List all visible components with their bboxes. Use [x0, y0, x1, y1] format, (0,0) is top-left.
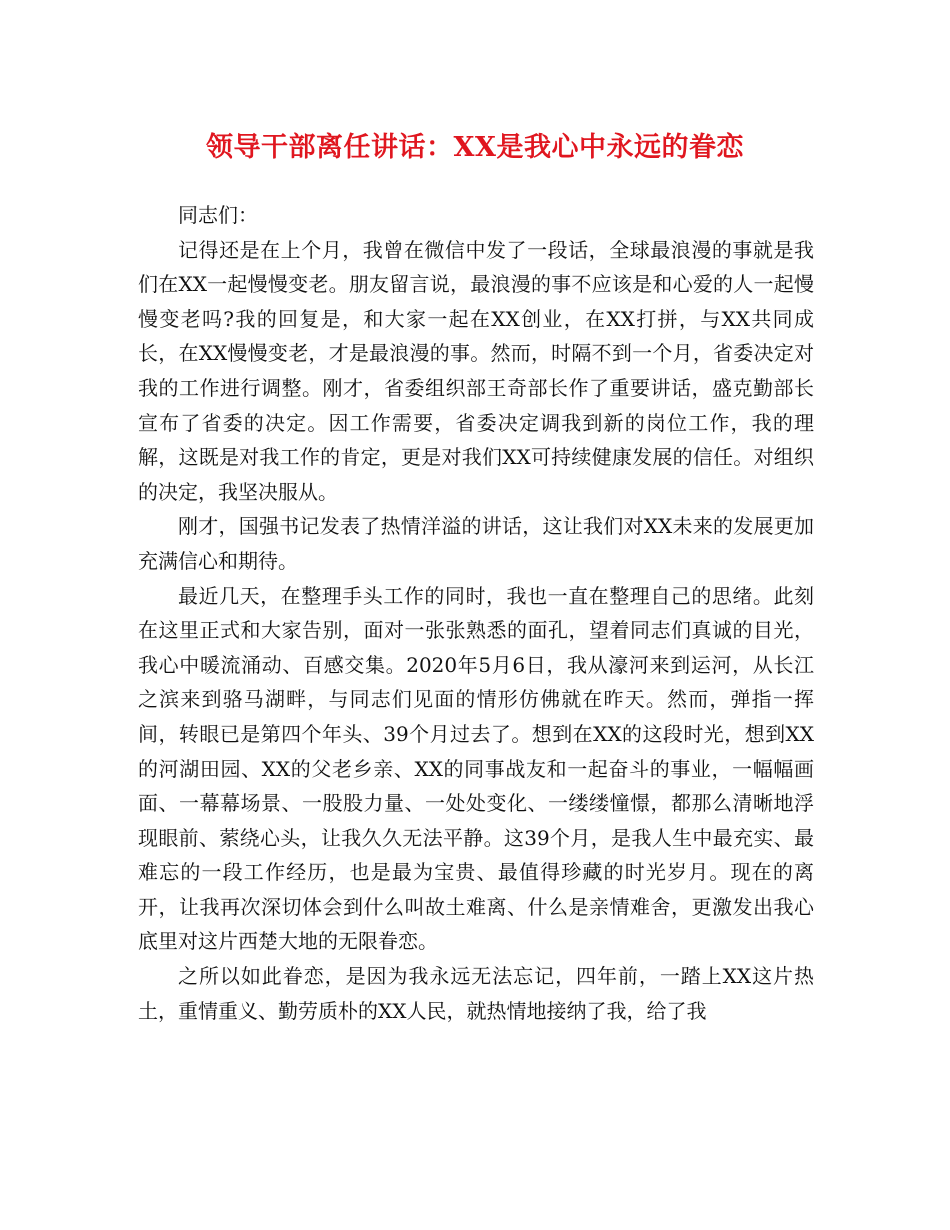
document-body: [138, 198, 814, 1028]
body-paragraph: 之所以如此眷恋，是因为我永远无法忘记，四年前，一踏上XX这片热土，重情重义、勤劳质朴的XX人民，就热情地接纳了我，给了我: [138, 964, 814, 1023]
document-title: 领导干部离任讲话：XX是我心中永远的眷恋: [206, 132, 744, 163]
body-paragraph: 记得还是在上个月，我曾在微信中发了一段话，全球最浪漫的事就是我们在XX一起慢慢变老。朋友留言说，最浪漫的事不应该是和心爱的人一起慢慢变老吗?我的回复是，和大家一起在XX创业，在XX打拼，与XX共同成长，在XX慢慢变老，才是最浪漫的事。然而，时隔不到一个月，省委决定对我的工作进行调整。刚才，省委组织部王奇部长作了重要讲话，盛克勤部长宣布了省委的决定。因工作需要，省委决定调我到新的岗位工作，我的理解，这既是对我工作的肯定，更是对我们XX可持续健康发展的信任。对组织的决定，我坚决服从。: [138, 237, 814, 504]
body-paragraph: 刚才，国强书记发表了热情洋溢的讲话，这让我们对XX未来的发展更加充满信心和期待。: [138, 514, 814, 573]
salutation-paragraph: 同志们：: [178, 203, 258, 227]
body-paragraph: 最近几天，在整理手头工作的同时，我也一直在整理自己的思绪。此刻在这里正式和大家告别，面对一张张熟悉的面孔，望着同志们真诚的目光，我心中暖流涌动、百感交集。2020年5月6日，我从濠河来到运河，从长江之滨来到骆马湖畔，与同志们见面的情形仿佛就在昨天。然而，弹指一挥间，转眼已是第四个年头、39个月过去了。想到在XX的这段时光，想到XX的河湖田园、XX的父老乡亲、XX的同事战友和一起奋斗的事业，一幅幅画面、一幕幕场景、一股股力量、一处处变化、一缕缕憧憬，都那么清晰地浮现眼前、萦绕心头，让我久久无法平静。这39个月，是我人生中最充实、最难忘的一段工作经历，也是最为宝贵、最值得珍藏的时光岁月。现在的离开，让我再次深切体会到什么叫故土难离、什么是亲情难舍，更激发出我心底里对这片西楚大地的无限眷恋。: [138, 583, 814, 954]
